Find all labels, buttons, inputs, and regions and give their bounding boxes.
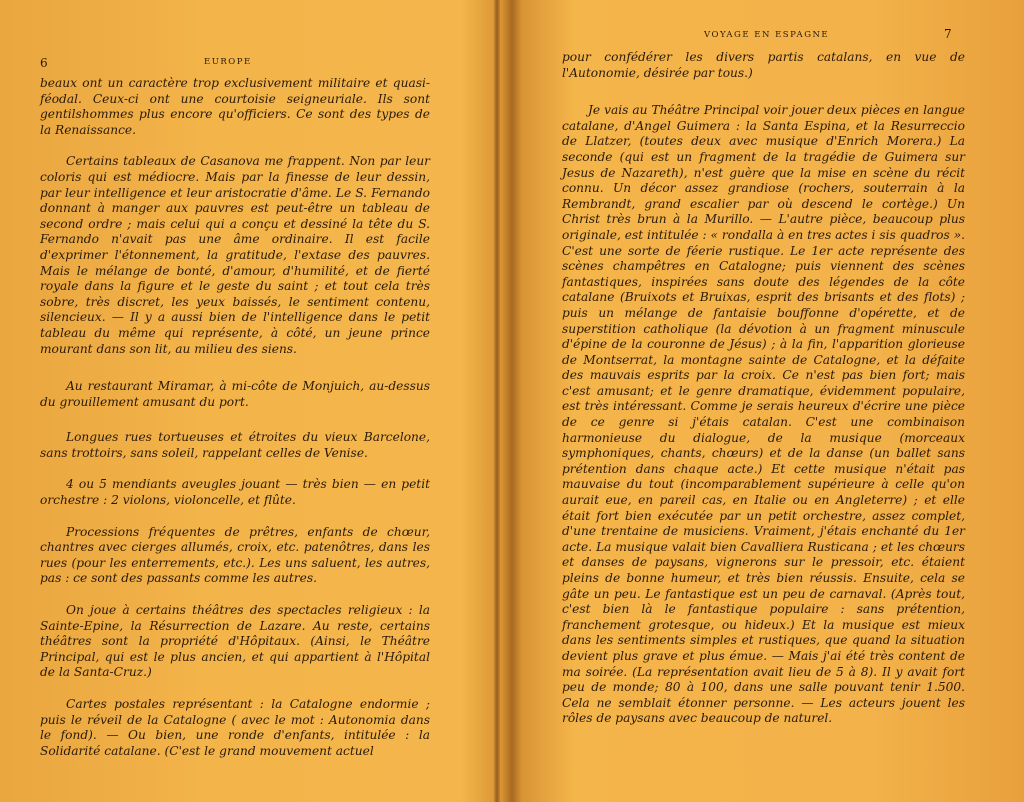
paragraph: Au restaurant Miramar, à mi-côte de Monjuich, au-dessus du grouillement amusant du port.: [40, 379, 430, 409]
left-running-head: EUROPE: [204, 57, 252, 67]
paragraph: Processions fréquentes de prêtres, enfants de chœur, chantres avec cierges allumés, croix, etc. patenôtres, dans les rues (pour les enterrements, etc.). Les uns saluent, les autres, pas : ce sont des passants comme les autres.: [40, 524, 430, 586]
paragraph: Cartes postales représentant : la Catalogne endormie ; puis le réveil de la Catalogne ( avec le mot : Autonomia dans le fond). — Ou bien, une ronde d'enfants, intitulée : la Solidarité catalane. (C'est le grand mouvement actuel: [40, 697, 430, 758]
paragraph: Longues rues tortueuses et étroites du vieux Barcelone, sans trottoirs, sans soleil, rappelant celles de Venise.: [40, 430, 430, 460]
right-page-text: [562, 50, 965, 743]
right-running-head: VOYAGE EN ESPAGNE: [704, 30, 830, 40]
paragraph: Je vais au Théâtre Principal voir jouer deux pièces en langue catalane, d'Angel Guimera : la Santa Espina, et la Resurreccio de Llatzer, (toutes deux avec musique d'Enrich Morera.) La seconde (qui est un fragment de la tragédie de Guimera sur Jesus de Nazareth), n'est guère que la mise en scène du récit connu. Un décor assez grandiose (rochers, souterrain à la Rembrandt, grand escalier par où descend le cortège.) Un Christ très brun à la Murillo. — L'autre pièce, beaucoup plus originale, est intitulée : « rondalla à en tres actes i sis quadros ». C'est une sorte de féerie rustique. Le 1er acte représente des scènes champêtres en Catalogne; puis viennent des scènes fantastiques, inspirées sans doute des légendes de la côte catalane (Bruixots et Bruixas, esprit des brisants et des flots) ; puis un mélange de fantaisie bouffonne d'opérette, et de superstition catholique (la dévotion à un fragment minuscule d'épine de la couronne de Jésus) ; à la fin, l'apparition glorieuse de Montserrat, la montagne sainte de Catalogne, et la défaite des mauvais esprits par la croix. Ce n'est pas bien fort; mais c'est amusant; et le genre dramatique, évidemment populaire, est très intéressant. Comme je serais heureux d'écrire une pièce de ce genre si j'étais catalan. C'est une combinaison harmonieuse du dialogue, de la musique (morceaux symphoniques, chants, chœurs) et de la danse (un ballet sans prétention dans chaque acte.) Et cette musique n'était pas mauvaise du tout (incomparablement supérieure à celle qu'on aurait eue, en pareil cas, en Italie ou en Angleterre) ; et elle était fort bien exécutée par un petit orchestre, assez complet, d'une trentaine de musiciens. Vraiment, j'étais enchanté du 1er acte. La musique valait bien Cavalliera Rusticana ; et les chœurs et danses de paysans, vignerons sur le pressoir, etc. étaient pleins de bonne humeur, et très bien réussis. Ensuite, cela se gâte un peu. Le fantastique est un peu de carnaval. (Après tout, c'est bien là le fantastique populaire : sans prétention, franchement grotesque, ou hideux.) Et la musique est mieux dans les sentiments simples et rustiques, que quand la situation devient plus grave et plus émue. — Mais j'ai été très content de ma soirée. (La représentation avait lieu de 5 à 8). Il y avait fort peu de monde; 80 à 100, dans une salle pouvant tenir 1.500. Cela ne semblait étonner personne. — Les acteurs jouent les rôles de paysans avec beaucoup de naturel.: [562, 103, 965, 726]
right-page-number: 7: [944, 27, 952, 41]
paragraph: On joue à certains théâtres des spectacles religieux : la Sainte-Epine, la Résurrection de Lazare. Au reste, certains théâtres sont la propriété d'Hôpitaux. (Ainsi, le Théâtre Principal, qui est le plus ancien, et qui appartient à l'Hôpital de la Santa-Cruz.): [40, 603, 430, 680]
right-page: [500, 0, 1024, 802]
left-page: [0, 0, 494, 802]
left-page-number: 6: [40, 56, 48, 70]
paragraph: Certains tableaux de Casanova me frappent. Non par leur coloris qui est médiocre. Mais par la finesse de leur dessin, par leur intelligence et leur aristocratie d'âme. Le S. Fernando donnant à manger aux pauvres est peut-être un tableau de second ordre ; mais celui qui a conçu et dessiné la tête du S. Fernando n'avait pas une âme ordinaire. Il est facile d'exprimer l'étonnement, la gratitude, l'extase des pauvres. Mais le mélange de bonté, d'amour, d'humilité, et de fierté royale dans la figure et le geste du saint ; et tout cela très sobre, très discret, les yeux baissés, le sentiment contenu, silencieux. — Il y a aussi bien de l'intelligence dans le petit tableau du même qui représente, à côté, un jeune prince mourant dans son lit, au milieu des siens.: [40, 154, 430, 356]
paragraph: beaux ont un caractère trop exclusivement militaire et quasi-féodal. Ceux-ci ont une courtoisie seigneuriale. Ils sont gentilshommes plus encore qu'officiers. Ce sont des types de la Renaissance.: [40, 76, 430, 137]
paragraph: 4 ou 5 mendiants aveugles jouant — très bien — en petit orchestre : 2 violons, violoncelle, et flûte.: [40, 477, 430, 508]
paragraph: pour confédérer les divers partis catalans, en vue de l'Autonomie, désirée par tous.): [562, 50, 965, 80]
left-page-text: [40, 76, 430, 775]
